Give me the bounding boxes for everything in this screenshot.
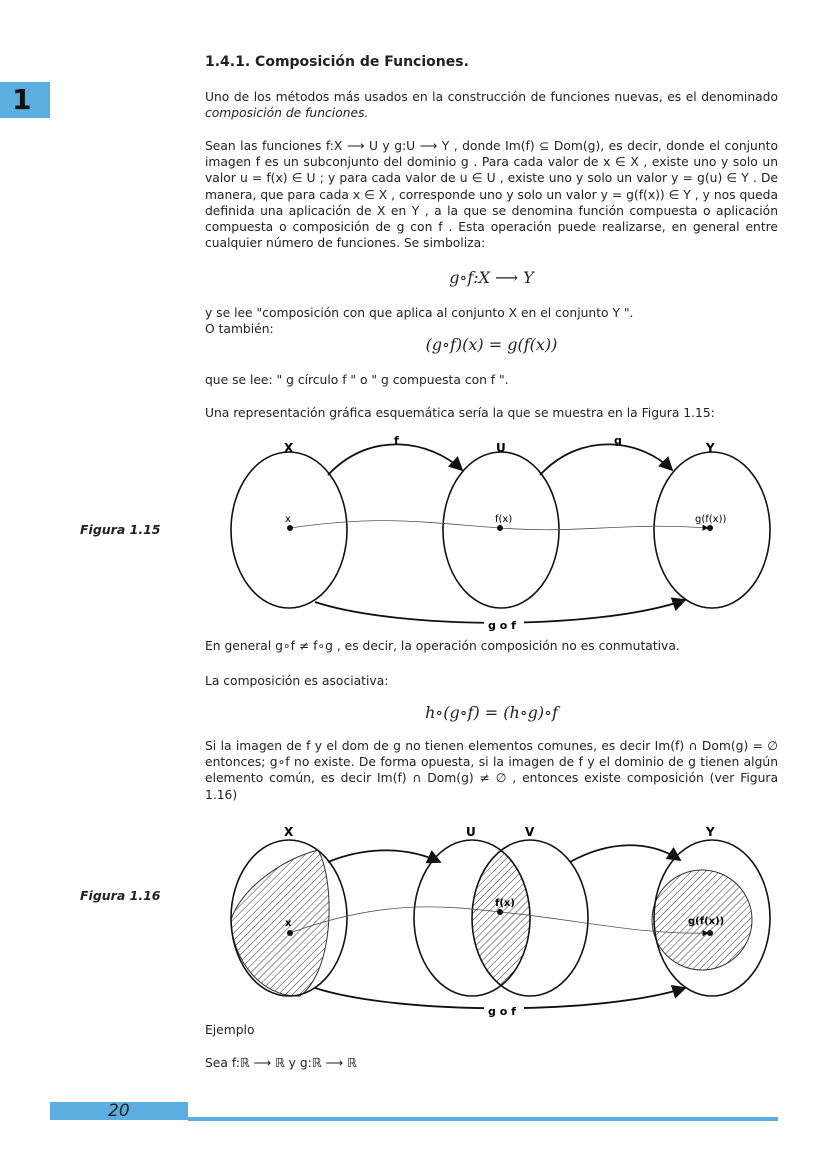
point-gfx: g(f(x)) — [695, 514, 727, 525]
figure-1-15-caption: Figura 1.15 — [80, 522, 161, 537]
label-v: V — [525, 825, 535, 839]
also-paragraph: O también: — [205, 322, 274, 336]
page-number: 20 — [50, 1102, 188, 1120]
chapter-tab: 1 — [0, 82, 50, 118]
label-gof: g o f — [488, 619, 516, 632]
section-heading: 1.4.1. Composición de Funciones. — [205, 54, 469, 70]
example-label: Ejemplo — [205, 1023, 255, 1037]
point-x: x — [285, 918, 292, 929]
definition-paragraph: Sean las funciones f:X ⟶ U y g:U ⟶ Y , donde Im(f) ⊆ Dom(g), es decir, donde el conjunto imagen f es un subconjunto del dominio g . Para cada valor de x ∈ X , existe uno y solo un valor u = f(x) ∈ U ; y para cada valor de u ∈ U , existe uno y solo un valor y = g(u) ∈ Y . De manera, que para cada x ∈ X , corresponde uno y solo un valor y = g(f(x)) ∈ Y , y nos queda definida una aplicación de X en Y , a la que se denomina función compuesta o aplicación compuesta o composición de g con f . Esta operación puede realizarse, en general entre cualquier número de funciones. Se simboliza: — [205, 139, 778, 251]
label-y: Y — [706, 825, 715, 839]
associative-paragraph: La composición es asociativa: — [205, 674, 389, 688]
label-u: U — [466, 825, 476, 839]
footer-rule — [188, 1117, 778, 1121]
point-x: x — [285, 514, 291, 525]
point-gfx: g(f(x)) — [688, 916, 725, 927]
formula-eval: (g∘f)(x) = g(f(x)) — [425, 335, 558, 354]
label-x: X — [284, 441, 294, 455]
arrow-g — [540, 444, 672, 475]
label-y: Y — [706, 441, 715, 455]
arrow-f — [328, 444, 462, 475]
intro-text: Uno de los métodos más usados en la construcción de funciones nuevas, es el denominado — [205, 90, 778, 104]
label-f: f — [394, 434, 399, 447]
hatched-x-region — [231, 850, 329, 996]
reads2-paragraph: que se lee: " g círculo f " o " g compuesta con f ". — [205, 373, 509, 387]
figure-1-16-diagram — [0, 820, 828, 1025]
label-u: U — [496, 441, 506, 455]
intro-paragraph — [205, 89, 778, 121]
point-fx: f(x) — [495, 898, 515, 909]
reads-paragraph: y se lee "composición con que aplica al conjunto X en el conjunto Y ". — [205, 306, 634, 320]
general-paragraph: En general g∘f ≠ f∘g , es decir, la operación composición no es conmutativa. — [205, 639, 680, 653]
label-g: g — [614, 434, 622, 447]
intro-italic: composición de funciones. — [205, 106, 369, 121]
arrow-g — [570, 845, 680, 862]
formula-assoc: h∘(g∘f) = (h∘g)∘f — [425, 703, 558, 722]
label-gof: g o f — [488, 1005, 516, 1018]
representation-paragraph: Una representación gráfica esquemática sería la que se muestra en la Figura 1.15: — [205, 406, 715, 420]
sea-paragraph: Sea f:ℝ ⟶ ℝ y g:ℝ ⟶ ℝ — [205, 1056, 357, 1070]
label-x: X — [284, 825, 294, 839]
formula-composition: g∘f:X ⟶ Y — [449, 268, 534, 287]
figure-1-16-caption: Figura 1.16 — [80, 888, 161, 903]
image-paragraph: Si la imagen de f y el dom de g no tienen elementos comunes, es decir Im(f) ∩ Dom(g) = ∅ entonces; g∘f no existe. De forma opuesta, si la imagen de f y el dominio de g tienen algún elemento común, es decir Im(f) ∩ Dom(g) ≠ ∅ , entonces existe composición (ver Figura 1.16) — [205, 739, 778, 802]
arrow-f — [328, 850, 440, 862]
figure-1-15-diagram — [0, 430, 828, 640]
point-fx: f(x) — [495, 514, 513, 525]
